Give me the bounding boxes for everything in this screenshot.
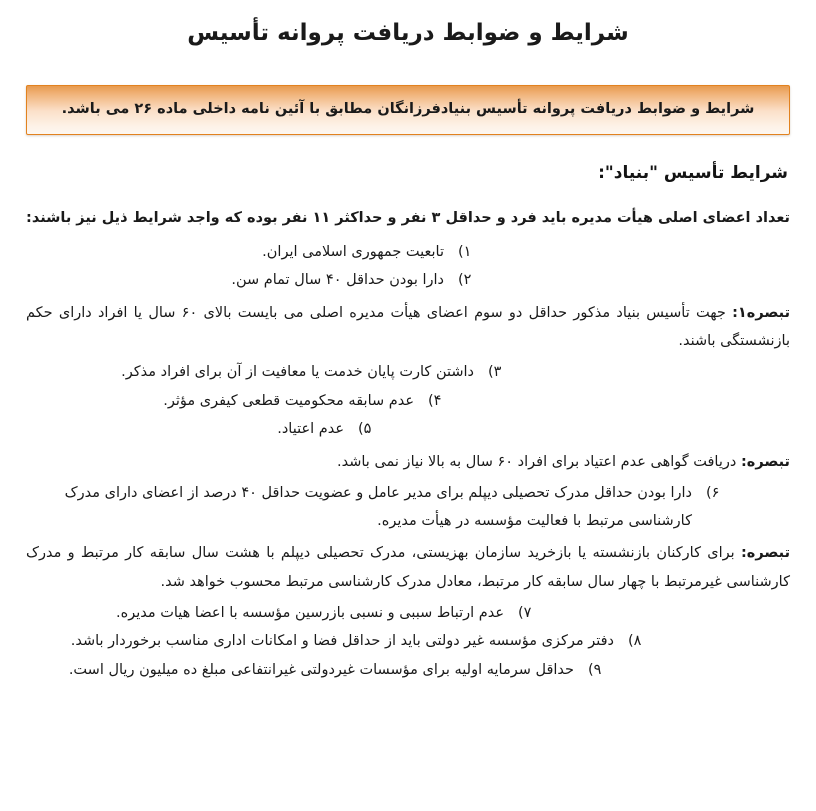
list-item-text: تابعیت جمهوری اسلامی ایران. [262, 243, 444, 260]
list-marker: ۲) [458, 272, 472, 289]
list-item [26, 239, 790, 267]
list-marker: ۳) [488, 364, 502, 381]
list-item [26, 416, 790, 444]
list-item [26, 600, 790, 628]
list-marker: ۸) [628, 633, 642, 650]
intro-paragraph: تعداد اعضای اصلی هیأت مدیره باید فرد و حداقل ۳ نفر و حداکثر ۱۱ نفر بوده که واجد شرایط ذیل نیز باشند: [26, 210, 790, 227]
list-item [26, 657, 790, 685]
list-item [26, 267, 790, 295]
requirements-list-group-4 [26, 600, 790, 685]
note-label: تبصره: [740, 545, 791, 562]
note-1 [26, 299, 790, 356]
list-item-text: عدم سابقه محکومیت قطعی کیفری مؤثر. [163, 392, 414, 409]
list-item-text: داشتن کارت پایان خدمت یا معافیت از آن برای افراد مذکر. [121, 364, 474, 381]
document-content [26, 157, 790, 684]
banner-text: شرایط و ضوابط دریافت پروانه تأسیس بنیادفرزانگان مطابق با آئین نامه داخلی ماده ۲۶ می باشد. [61, 101, 755, 118]
list-item-text: دارا بودن حداقل مدرک تحصیلی دیپلم برای مدیر عامل و عضویت حداقل ۴۰ درصد از اعضای دارای مدرک کارشناسی مرتبط با فعالیت مؤسسه در هیأت مدیره. [64, 485, 692, 529]
list-item-text: عدم اعتیاد. [277, 421, 344, 438]
list-item [26, 480, 790, 535]
list-marker: ۵) [358, 421, 372, 438]
list-marker: ۹) [588, 661, 602, 678]
list-marker: ۷) [518, 604, 532, 621]
list-item-text: دفتر مرکزی مؤسسه غیر دولتی باید از حداقل فضا و امکانات اداری مناسب برخوردار باشد. [70, 633, 614, 650]
callout-banner [26, 85, 790, 135]
list-item-text: عدم ارتباط سببی و نسبی بازرسین مؤسسه با اعضا هیات مدیره. [116, 604, 504, 621]
note-label: تبصره۱: [732, 304, 791, 321]
list-marker: ۶) [706, 485, 720, 502]
note-text: جهت تأسیس بنیاد مذکور حداقل دو سوم اعضای هیأت مدیره اصلی می بایست بالای ۶۰ سال یا افراد دارای حکم بازنشستگی باشند. [26, 304, 790, 349]
list-item [26, 388, 790, 416]
requirements-list-group-3 [26, 480, 790, 535]
list-item [26, 628, 790, 656]
list-item-text: حداقل سرمایه اولیه برای مؤسسات غیردولتی غیرانتفاعی مبلغ ده میلیون ریال است. [68, 661, 574, 678]
note-2 [26, 448, 790, 476]
note-text: برای کارکنان بازنشسته یا بازخرید سازمان بهزیستی، مدرک تحصیلی دیپلم با هشت سال سابقه کار مرتبط و مدرک کارشناسی غیرمرتبط با چهار سال سابقه کار مرتبط، معادل مدرک کارشناسی مرتبط محسوب خواهد شد. [26, 545, 790, 590]
note-label: تبصره: [740, 453, 790, 470]
list-marker: ۴) [428, 392, 442, 409]
page-title: شرایط و ضوابط دریافت پروانه تأسیس [187, 20, 629, 46]
requirements-list-group-2 [26, 359, 790, 444]
list-item-text: دارا بودن حداقل ۴۰ سال تمام سن. [231, 272, 444, 289]
note-text: دریافت گواهی عدم اعتیاد برای افراد ۶۰ سال به بالا نیاز نمی باشد. [337, 453, 737, 470]
list-item [26, 359, 790, 387]
section-heading: شرایط تأسیس "بنیاد": [598, 163, 788, 184]
requirements-list-group-1 [26, 239, 790, 295]
note-3 [26, 539, 790, 596]
banner-body [26, 85, 790, 135]
list-marker: ۱) [458, 243, 472, 260]
